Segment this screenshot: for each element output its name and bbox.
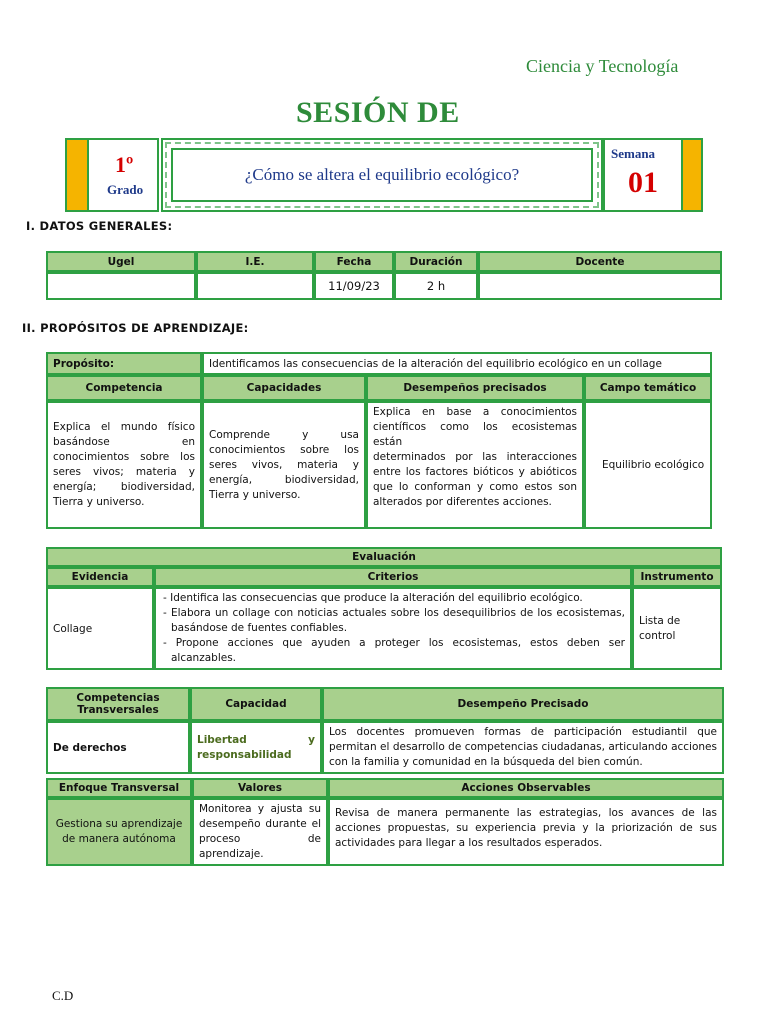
col-header-criterios: Criterios (154, 567, 632, 587)
transversal-table (46, 687, 724, 774)
cell-capacidad: Libertad y responsabilidad (190, 721, 322, 774)
col-header-docente: Docente (478, 251, 722, 272)
cell-evidencia: Collage (46, 587, 154, 670)
cell-competencia: Explica el mundo físico basándose en conocimientos sobre los seres vivos; materia y energía; biodiversidad, Tierra y universo. (46, 401, 202, 529)
desempeno-line-2: determinados por las interacciones entre los factores bióticos y abióticos que lo conforman y como estos son alterados por diferentes acciones. (373, 451, 577, 508)
week-accent-bar (681, 138, 703, 212)
question-box (171, 148, 593, 202)
col-header-campo: Campo temático (584, 375, 712, 401)
col-header-competencias-transversales: Competencias Transversales (46, 687, 190, 721)
col-header-instrumento: Instrumento (632, 567, 722, 587)
cell-ugel (46, 272, 196, 300)
grade-number: 1º (115, 152, 134, 177)
session-title: SESIÓN DE (296, 96, 460, 129)
week-number: 01 (628, 166, 658, 199)
cell-valores: Monitorea y ajusta su desempeño durante el proceso de aprendizaje. (192, 798, 328, 866)
cell-desempeno-precisado: Los docentes promueven formas de participación estudiantil que permitan el desarrollo de competencias ciudadanas, articulando acciones con la familia y comunidad en la búsqueda del bien común. (322, 721, 724, 774)
purposes-table (46, 352, 712, 529)
col-header-fecha: Fecha (314, 251, 394, 272)
criterion-item: - Propone acciones que ayuden a proteger los ecosistemas, estos deben ser alcanzables. (163, 637, 625, 664)
col-header-duracion: Duración (394, 251, 478, 272)
col-header-capacidad: Capacidad (190, 687, 322, 721)
criterion-item: - Identifica las consecuencias que produce la alteración del equilibrio ecológico. (163, 592, 583, 604)
col-header-enfoque: Enfoque Transversal (46, 778, 192, 798)
evaluation-table (46, 547, 722, 670)
criterion-item: - Elabora un collage con noticias actuales sobre los desequilibrios de los ecosistemas, basándose de fuentes confiables. (163, 607, 625, 634)
purpose-label: Propósito: (46, 352, 202, 375)
col-header-valores: Valores (192, 778, 328, 798)
col-header-ugel: Ugel (46, 251, 196, 272)
col-header-acciones: Acciones Observables (328, 778, 724, 798)
col-header-capacidades: Capacidades (202, 375, 366, 401)
subject-title: Ciencia y Tecnología (526, 56, 679, 76)
desempeno-line-1: Explica en base a conocimientos científicos como los ecosistemas están (373, 406, 577, 448)
grade-label: Grado (107, 182, 144, 197)
cell-criterios (154, 587, 632, 670)
col-header-desempenos: Desempeños precisados (366, 375, 584, 401)
evaluation-title: Evaluación (46, 547, 722, 567)
cell-duracion: 2 h (394, 272, 478, 300)
purpose-text: Identificamos las consecuencias de la alteración del equilibrio ecológico en un collage (202, 352, 712, 375)
cell-fecha: 11/09/23 (314, 272, 394, 300)
col-header-desempeno-precisado: Desempeño Precisado (322, 687, 724, 721)
session-question: ¿Cómo se altera el equilibrio ecológico? (244, 165, 520, 184)
cell-enfoque: Gestiona su aprendizaje de manera autónoma (46, 798, 192, 866)
cell-capacidades: Comprende y usa conocimientos sobre los seres vivos, materia y energía, biodiversidad, Tierra y universo. (202, 401, 366, 529)
footer-code: C.D (52, 988, 74, 1003)
section-purposes-title: II. PROPÓSITOS DE APRENDIZAJE: (22, 321, 249, 335)
cell-competencia-transversal: De derechos (46, 721, 190, 774)
cell-ie (196, 272, 314, 300)
grade-accent-bar (65, 138, 89, 212)
col-header-evidencia: Evidencia (46, 567, 154, 587)
general-data-table (46, 251, 722, 300)
col-header-competencia: Competencia (46, 375, 202, 401)
approach-table (46, 778, 724, 866)
col-header-ie: I.E. (196, 251, 314, 272)
cell-instrumento: Lista de control (632, 587, 722, 670)
cell-docente (478, 272, 722, 300)
week-label: Semana (611, 146, 656, 161)
cell-acciones: Revisa de manera permanente las estrategias, los avances de las acciones propuestas, su experiencia previa y la priorización de sus actividades para llegar a los resultados esperados. (328, 798, 724, 866)
cell-campo: Equilibrio ecológico (584, 401, 712, 529)
section-general-data-title: I. DATOS GENERALES: (26, 219, 173, 233)
cell-desempenos (366, 401, 584, 529)
